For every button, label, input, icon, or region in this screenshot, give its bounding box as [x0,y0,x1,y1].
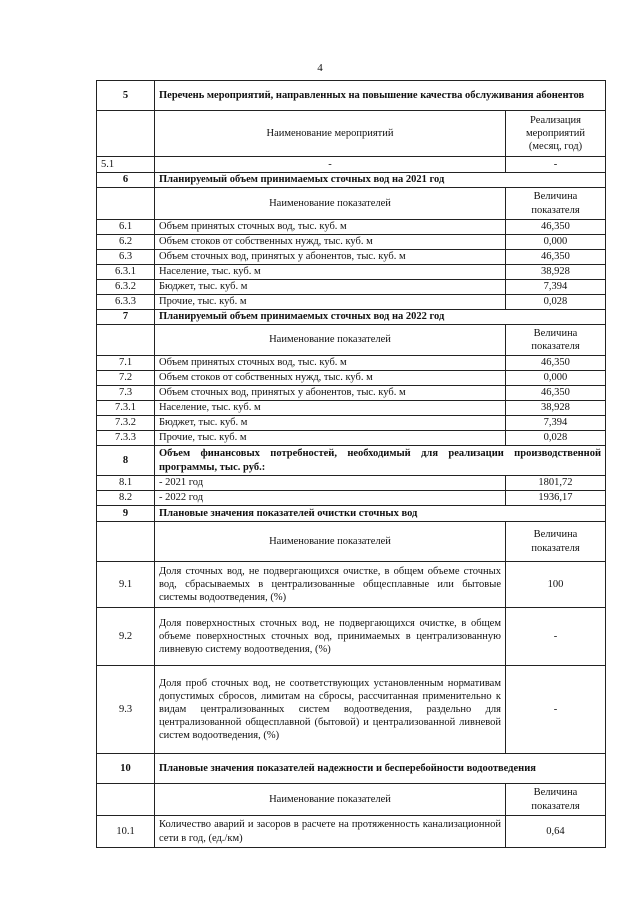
row-value: 7,394 [505,280,605,295]
table-row [97,265,606,280]
section-number: 10 [97,754,155,784]
section-title: Перечень мероприятий, направленных на повышение качества обслуживания абонентов [155,81,606,111]
section-header-8 [97,446,606,476]
row-number: 7.3.2 [97,416,155,431]
program-table [96,80,606,848]
row-number: 7.3 [97,386,155,401]
row-name: Прочие, тыс. куб. м [155,295,506,310]
row-number: 6.2 [97,235,155,250]
row-name: Прочие, тыс. куб. м [155,431,506,446]
section-title: Планируемый объем принимаемых сточных вод на 2022 год [155,310,606,325]
row-number: 9.2 [97,608,155,666]
row-number: 7.2 [97,371,155,386]
row-value: 1801,72 [505,476,605,491]
section-title: Объем финансовых потребностей, необходимый для реализации производственной программы, тыс. руб.: [155,446,606,476]
section-header-5 [97,81,606,111]
row-number: 5.1 [97,157,155,173]
column-header-row [97,111,606,157]
row-value: 0,028 [505,295,605,310]
row-name: Доля поверхностных сточных вод, не подвергающихся очистке, в общем объеме поверхностных сточных вод, принимаемых в централизованную ливневую систему водоотведения, (%) [155,608,506,666]
table-row [97,416,606,431]
row-value: 38,928 [505,401,605,416]
table-row [97,476,606,491]
section-header-9 [97,506,606,522]
column-header-value: Величина показателя [505,325,605,356]
row-name: - 2021 год [155,476,506,491]
row-name: - 2022 год [155,491,506,506]
row-value: - [505,157,605,173]
row-number: 9.3 [97,666,155,754]
row-value: 46,350 [505,220,605,235]
section-title: Плановые значения показателей очистки сточных вод [155,506,606,522]
row-name: - [155,157,506,173]
table-row [97,491,606,506]
row-name: Объем сточных вод, принятых у абонентов, тыс. куб. м [155,386,506,401]
row-value: - [505,608,605,666]
row-name: Объем стоков от собственных нужд, тыс. куб. м [155,235,506,250]
row-value: 0,64 [505,816,605,848]
column-header-row [97,784,606,816]
column-header-row [97,188,606,220]
row-number: 7.1 [97,356,155,371]
section-header-6 [97,173,606,188]
row-name: Объем принятых сточных вод, тыс. куб. м [155,356,506,371]
table-row [97,250,606,265]
row-value: - [505,666,605,754]
row-value: 0,028 [505,431,605,446]
section-title: Плановые значения показателей надежности и бесперебойности водоотведения [155,754,606,784]
row-number: 7.3.1 [97,401,155,416]
row-number: 6.3.1 [97,265,155,280]
row-value: 0,000 [505,371,605,386]
row-value: 38,928 [505,265,605,280]
column-header-value: Величина показателя [505,522,605,562]
row-name: Объем стоков от собственных нужд, тыс. куб. м [155,371,506,386]
section-header-10 [97,754,606,784]
row-value: 0,000 [505,235,605,250]
table-row [97,401,606,416]
table-row [97,431,606,446]
section-number: 7 [97,310,155,325]
section-number: 8 [97,446,155,476]
row-number: 9.1 [97,562,155,608]
table-row [97,220,606,235]
row-number: 6.3.2 [97,280,155,295]
row-number: 6.3.3 [97,295,155,310]
table-row [97,608,606,666]
column-header-row [97,325,606,356]
column-header-name: Наименование показателей [155,784,506,816]
table-row [97,371,606,386]
row-value: 46,350 [505,356,605,371]
table-row [97,295,606,310]
row-number: 10.1 [97,816,155,848]
row-name: Население, тыс. куб. м [155,401,506,416]
row-value: 7,394 [505,416,605,431]
section-title: Планируемый объем принимаемых сточных вод на 2021 год [155,173,606,188]
row-name: Бюджет, тыс. куб. м [155,280,506,295]
row-name: Доля сточных вод, не подвергающихся очистке, в общем объеме сточных вод, сбрасываемых в централизованные общесплавные или бытовые системы водоотведения, (%) [155,562,506,608]
column-header-name: Наименование показателей [155,522,506,562]
table-row [97,386,606,401]
row-number: 6.3 [97,250,155,265]
table-row [97,816,606,848]
row-value: 1936,17 [505,491,605,506]
row-name: Доля проб сточных вод, не соответствующих установленным нормативам допустимых сбросов, лимитам на сбросы, рассчитанная применительно к видам централизованных систем водоотведения, раздельно для централизованной общесплавной (бытовой) и централизованной ливневой систем водоотведения, (%) [155,666,506,754]
column-header-value: Величина показателя [505,188,605,220]
row-number: 8.2 [97,491,155,506]
section-number: 9 [97,506,155,522]
page-number: 4 [317,62,323,74]
section-number: 5 [97,81,155,111]
row-name: Объем принятых сточных вод, тыс. куб. м [155,220,506,235]
column-header-name: Наименование показателей [155,188,506,220]
row-name: Бюджет, тыс. куб. м [155,416,506,431]
row-value: 46,350 [505,386,605,401]
row-number: 8.1 [97,476,155,491]
table-row [97,280,606,295]
table-row [97,235,606,250]
column-header-row [97,522,606,562]
column-header-name: Наименование мероприятий [155,111,506,157]
section-number: 6 [97,173,155,188]
section-header-7 [97,310,606,325]
column-header-name: Наименование показателей [155,325,506,356]
row-number: 6.1 [97,220,155,235]
table-row [97,157,606,173]
row-name: Количество аварий и засоров в расчете на протяженность канализационной сети в год, (ед./км) [155,816,506,848]
table-row [97,562,606,608]
column-header-implementation: Реализация мероприятий (месяц, год) [505,111,605,157]
row-number: 7.3.3 [97,431,155,446]
row-name: Население, тыс. куб. м [155,265,506,280]
row-name: Объем сточных вод, принятых у абонентов, тыс. куб. м [155,250,506,265]
table-row [97,666,606,754]
column-header-value: Величина показателя [505,784,605,816]
table-row [97,356,606,371]
row-value: 46,350 [505,250,605,265]
row-value: 100 [505,562,605,608]
